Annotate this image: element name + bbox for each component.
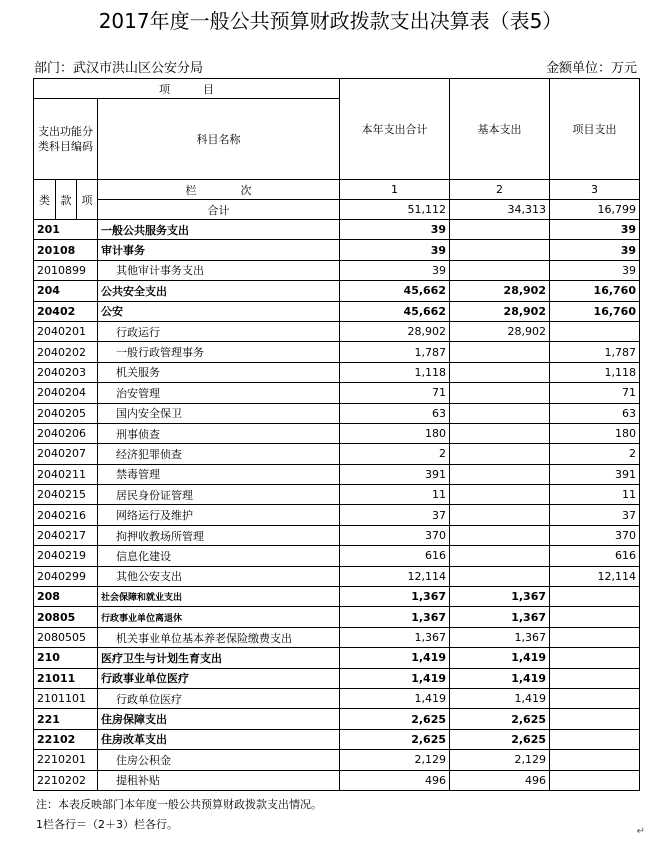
row-code: 2040216 <box>34 505 98 525</box>
row-name: 拘押收教场所管理 <box>98 525 340 545</box>
row-project <box>550 770 640 790</box>
row-basic: 1,367 <box>450 607 550 627</box>
row-code: 2010899 <box>34 260 98 280</box>
total-total: 51,112 <box>340 200 450 220</box>
row-project <box>550 750 640 770</box>
row-basic <box>450 362 550 382</box>
row-name: 公共安全支出 <box>98 281 340 301</box>
row-project: 39 <box>550 220 640 240</box>
row-name: 治安管理 <box>98 383 340 403</box>
row-basic: 28,902 <box>450 301 550 321</box>
header-code-group: 支出功能分类科目编码 <box>34 99 98 180</box>
note-line-2: 1栏各行＝（2＋3）栏各行。 <box>36 818 178 831</box>
row-total: 37 <box>340 505 450 525</box>
total-basic: 34,313 <box>450 200 550 220</box>
table-row <box>34 729 640 749</box>
row-name: 网络运行及维护 <box>98 505 340 525</box>
header-basic: 基本支出 <box>450 79 550 180</box>
note-line-1: 注：本表反映部门本年度一般公共预算财政拨款支出情况。 <box>36 798 322 811</box>
row-basic: 28,902 <box>450 321 550 341</box>
header-xiang: 项 <box>77 180 98 220</box>
table-row <box>34 444 640 464</box>
row-code: 204 <box>34 281 98 301</box>
row-basic: 2,625 <box>450 729 550 749</box>
row-name: 行政运行 <box>98 321 340 341</box>
row-name: 提租补贴 <box>98 770 340 790</box>
row-code: 2101101 <box>34 688 98 708</box>
row-project: 370 <box>550 525 640 545</box>
row-total: 39 <box>340 240 450 260</box>
row-basic: 1,419 <box>450 688 550 708</box>
header-project: 项目支出 <box>550 79 640 180</box>
row-basic <box>450 260 550 280</box>
row-basic <box>450 525 550 545</box>
table-row <box>34 607 640 627</box>
row-basic <box>450 485 550 505</box>
header-kuan: 款 <box>56 180 77 220</box>
row-total: 39 <box>340 260 450 280</box>
row-total: 45,662 <box>340 301 450 321</box>
row-total: 2,625 <box>340 729 450 749</box>
row-code: 2040205 <box>34 403 98 423</box>
table-row <box>34 403 640 423</box>
row-total: 391 <box>340 464 450 484</box>
table-row <box>34 627 640 647</box>
row-name: 其他公安支出 <box>98 566 340 586</box>
table-row <box>34 464 640 484</box>
total-project: 16,799 <box>550 200 640 220</box>
row-code: 2040204 <box>34 383 98 403</box>
row-total: 2 <box>340 444 450 464</box>
row-total: 2,625 <box>340 709 450 729</box>
row-total: 39 <box>340 220 450 240</box>
row-total: 1,367 <box>340 607 450 627</box>
row-code: 2080505 <box>34 627 98 647</box>
row-total: 616 <box>340 546 450 566</box>
row-project: 63 <box>550 403 640 423</box>
row-total: 1,419 <box>340 668 450 688</box>
row-total: 28,902 <box>340 321 450 341</box>
row-basic <box>450 220 550 240</box>
row-code: 210 <box>34 648 98 668</box>
row-project <box>550 688 640 708</box>
row-project: 37 <box>550 505 640 525</box>
row-code: 2210201 <box>34 750 98 770</box>
row-basic: 1,367 <box>450 627 550 647</box>
row-basic <box>450 240 550 260</box>
row-project: 1,118 <box>550 362 640 382</box>
total-row <box>34 200 640 220</box>
row-code: 2040215 <box>34 485 98 505</box>
paragraph-mark-icon: ↵ <box>636 826 645 837</box>
row-project: 616 <box>550 546 640 566</box>
table-row <box>34 525 640 545</box>
row-name: 其他审计事务支出 <box>98 260 340 280</box>
row-name: 住房改革支出 <box>98 729 340 749</box>
row-project: 2 <box>550 444 640 464</box>
row-total: 1,419 <box>340 688 450 708</box>
row-basic: 496 <box>450 770 550 790</box>
row-basic: 1,419 <box>450 648 550 668</box>
table-row <box>34 485 640 505</box>
row-basic <box>450 566 550 586</box>
row-basic: 2,625 <box>450 709 550 729</box>
table-row <box>34 648 640 668</box>
header-col1: 1 <box>340 180 450 200</box>
row-project <box>550 709 640 729</box>
row-project <box>550 627 640 647</box>
row-project: 391 <box>550 464 640 484</box>
header-total: 本年支出合计 <box>340 79 450 180</box>
table-row <box>34 281 640 301</box>
row-project <box>550 729 640 749</box>
row-total: 45,662 <box>340 281 450 301</box>
row-name: 审计事务 <box>98 240 340 260</box>
row-code: 2040206 <box>34 423 98 443</box>
row-project: 39 <box>550 260 640 280</box>
row-code: 20108 <box>34 240 98 260</box>
row-basic: 1,419 <box>450 668 550 688</box>
row-code: 2040217 <box>34 525 98 545</box>
row-basic: 2,129 <box>450 750 550 770</box>
row-total: 63 <box>340 403 450 423</box>
table-row <box>34 770 640 790</box>
row-basic <box>450 423 550 443</box>
row-basic <box>450 444 550 464</box>
row-project: 11 <box>550 485 640 505</box>
row-name: 禁毒管理 <box>98 464 340 484</box>
row-basic <box>450 464 550 484</box>
row-basic: 28,902 <box>450 281 550 301</box>
row-code: 2210202 <box>34 770 98 790</box>
header-lei: 类 <box>34 180 56 220</box>
row-basic <box>450 383 550 403</box>
report-title: 2017年度一般公共预算财政拨款支出决算表（表5） <box>98 9 563 33</box>
row-basic <box>450 546 550 566</box>
row-name: 公安 <box>98 301 340 321</box>
row-name: 住房保障支出 <box>98 709 340 729</box>
row-total: 2,129 <box>340 750 450 770</box>
department-label: 部门：武汉市洪山区公安分局 <box>34 61 204 76</box>
row-total: 11 <box>340 485 450 505</box>
row-name: 一般公共服务支出 <box>98 220 340 240</box>
expenditure-table <box>33 78 640 791</box>
row-name: 住房公积金 <box>98 750 340 770</box>
row-total: 71 <box>340 383 450 403</box>
row-project: 16,760 <box>550 281 640 301</box>
row-code: 2040219 <box>34 546 98 566</box>
unit-label: 金额单位：万元 <box>545 61 637 76</box>
row-total: 1,367 <box>340 627 450 647</box>
row-project: 71 <box>550 383 640 403</box>
row-name: 机关事业单位基本养老保险缴费支出 <box>98 627 340 647</box>
row-total: 180 <box>340 423 450 443</box>
row-code: 2040202 <box>34 342 98 362</box>
row-name: 经济犯罪侦查 <box>98 444 340 464</box>
row-total: 370 <box>340 525 450 545</box>
table-row <box>34 220 640 240</box>
row-name: 医疗卫生与计划生育支出 <box>98 648 340 668</box>
row-code: 2040201 <box>34 321 98 341</box>
table-row <box>34 688 640 708</box>
row-project: 39 <box>550 240 640 260</box>
row-code: 2040207 <box>34 444 98 464</box>
row-total: 1,118 <box>340 362 450 382</box>
row-project: 180 <box>550 423 640 443</box>
table-row <box>34 240 640 260</box>
table-row <box>34 546 640 566</box>
row-total: 1,367 <box>340 587 450 607</box>
row-basic: 1,367 <box>450 587 550 607</box>
row-total: 12,114 <box>340 566 450 586</box>
total-label: 合计 <box>98 200 340 220</box>
row-basic <box>450 403 550 423</box>
header-col3: 3 <box>550 180 640 200</box>
row-name: 国内安全保卫 <box>98 403 340 423</box>
table-row <box>34 342 640 362</box>
row-name: 社会保障和就业支出 <box>98 587 340 607</box>
table-row <box>34 505 640 525</box>
table-row <box>34 709 640 729</box>
row-name: 行政事业单位离退休 <box>98 607 340 627</box>
table-row <box>34 260 640 280</box>
row-name: 一般行政管理事务 <box>98 342 340 362</box>
header-name: 科目名称 <box>98 99 340 180</box>
row-name: 刑事侦查 <box>98 423 340 443</box>
row-total: 1,787 <box>340 342 450 362</box>
row-project <box>550 321 640 341</box>
row-code: 22102 <box>34 729 98 749</box>
row-project <box>550 648 640 668</box>
row-name: 行政单位医疗 <box>98 688 340 708</box>
row-total: 1,419 <box>340 648 450 668</box>
row-code: 20805 <box>34 607 98 627</box>
table-row <box>34 321 640 341</box>
row-name: 居民身份证管理 <box>98 485 340 505</box>
row-project <box>550 668 640 688</box>
table-row <box>34 423 640 443</box>
row-name: 机关服务 <box>98 362 340 382</box>
table-row <box>34 301 640 321</box>
row-code: 20402 <box>34 301 98 321</box>
row-code: 2040211 <box>34 464 98 484</box>
header-col2: 2 <box>450 180 550 200</box>
table-row <box>34 587 640 607</box>
row-name: 信息化建设 <box>98 546 340 566</box>
header-item: 项 目 <box>34 79 340 99</box>
row-code: 201 <box>34 220 98 240</box>
row-project <box>550 607 640 627</box>
row-code: 2040299 <box>34 566 98 586</box>
row-code: 21011 <box>34 668 98 688</box>
table-row <box>34 668 640 688</box>
row-basic <box>450 342 550 362</box>
row-project <box>550 587 640 607</box>
table-row <box>34 566 640 586</box>
table-row <box>34 362 640 382</box>
row-code: 221 <box>34 709 98 729</box>
table-row <box>34 383 640 403</box>
row-code: 208 <box>34 587 98 607</box>
row-name: 行政事业单位医疗 <box>98 668 340 688</box>
header-lanci: 栏 次 <box>98 180 340 200</box>
row-basic <box>450 505 550 525</box>
row-total: 496 <box>340 770 450 790</box>
row-project: 1,787 <box>550 342 640 362</box>
table-row <box>34 750 640 770</box>
row-project: 16,760 <box>550 301 640 321</box>
row-project: 12,114 <box>550 566 640 586</box>
row-code: 2040203 <box>34 362 98 382</box>
